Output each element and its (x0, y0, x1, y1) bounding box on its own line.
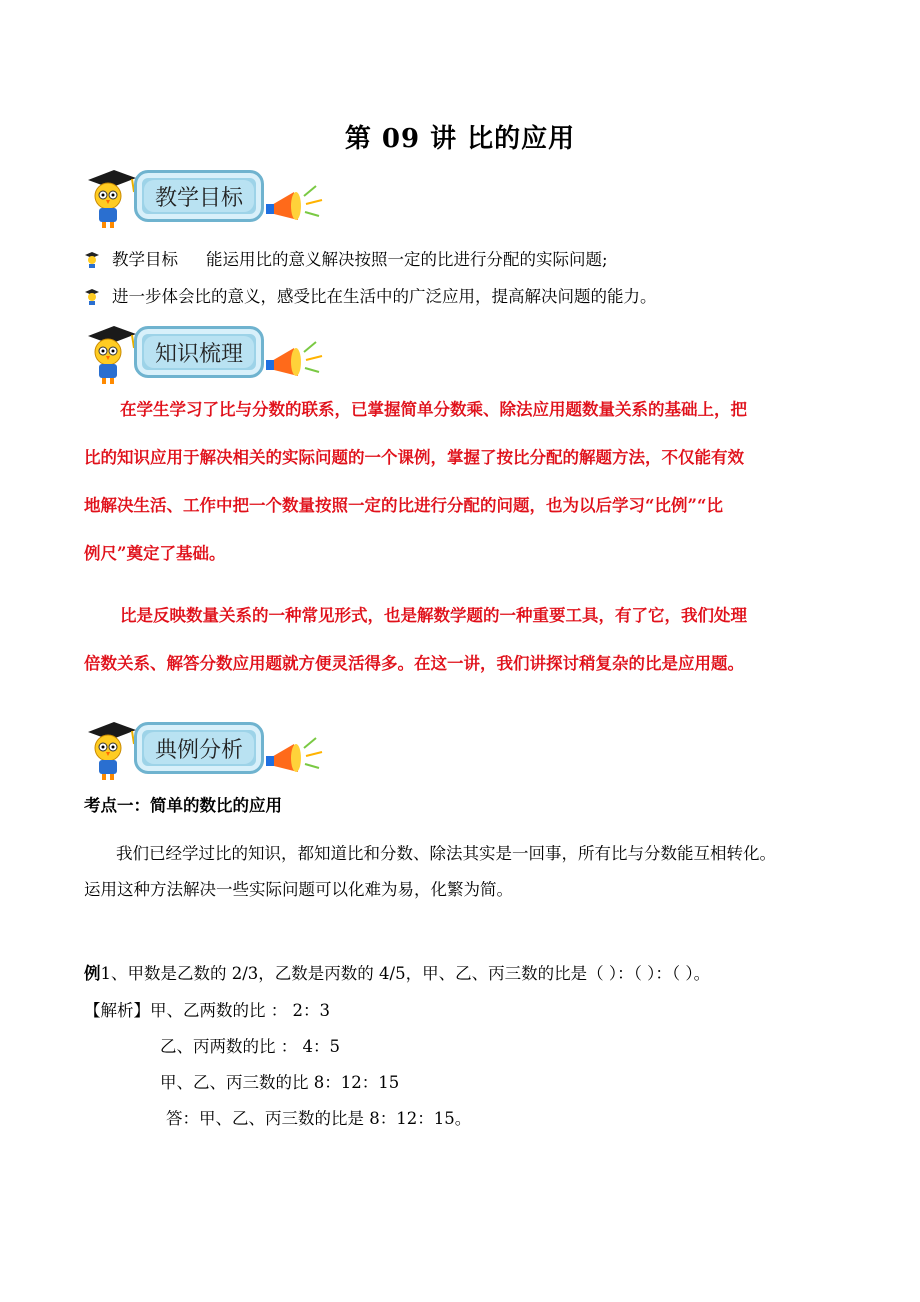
megaphone-icon (264, 182, 324, 228)
intro-line-1: 我们已经学过比的知识，都知道比和分数、除法其实是一回事，所有比与分数能互相转化。 (116, 844, 776, 863)
kaodian-heading: 考点一：简单的数比的应用 (84, 796, 282, 815)
bullet-mascot-icon (84, 288, 100, 306)
mascot-icon (84, 322, 136, 386)
mascot-icon (84, 166, 136, 230)
example-text: 1、甲数是乙数的 2/3，乙数是丙数的 4/5，甲、乙、丙三数的比是（ ）：（ ）：（ ）。 (100, 964, 711, 983)
section-badge-label: 典例分析 (144, 732, 254, 764)
goal-line-1 (84, 248, 608, 272)
knowledge-line: 倍数关系、解答分数应用题就方便灵活得多。在这一讲，我们讲探讨稍复杂的比是应用题。 (84, 654, 744, 673)
bullet-mascot-icon (84, 251, 100, 269)
section-badge-label: 知识梳理 (144, 336, 254, 368)
section-header-knowledge (84, 322, 344, 386)
section-badge (134, 722, 264, 774)
example-1 (84, 960, 710, 984)
knowledge-paragraph-1 (84, 386, 836, 578)
goal-line-2 (84, 285, 657, 309)
mascot-icon (84, 718, 136, 782)
knowledge-line: 在学生学习了比与分数的联系，已掌握简单分数乘、除法应用题数量关系的基础上，把 (120, 400, 747, 419)
goal-text-1: 能运用比的意义解决按照一定的比进行分配的实际问题; (206, 250, 608, 269)
knowledge-line: 地解决生活、工作中把一个数量按照一定的比进行分配的问题，也为以后学习“比例”“比 (84, 496, 723, 515)
section-header-goals (84, 166, 344, 230)
knowledge-line: 比的知识应用于解决相关的实际问题的一个课例，掌握了按比分配的解题方法，不仅能有效 (84, 448, 744, 467)
analysis-label: 【解析】 (84, 1001, 150, 1020)
knowledge-paragraph-2 (84, 592, 836, 688)
analysis-text: 甲、乙两数的比 ： 2：3 (150, 1001, 330, 1020)
megaphone-icon (264, 734, 324, 780)
goal-text-2: 进一步体会比的意义，感受比在生活中的广泛应用，提高解决问题的能力。 (112, 287, 657, 306)
analysis-line-1 (84, 997, 330, 1021)
answer-line: 答：甲、乙、丙三数的比是 8：12：15。 (166, 1109, 472, 1128)
page-title: 第 09 讲 比的应用 (344, 124, 576, 154)
section-badge (134, 170, 264, 222)
analysis-line-3: 甲、乙、丙三数的比 8：12：15 (160, 1073, 400, 1092)
intro-line-2: 运用这种方法解决一些实际问题可以化难为易，化繁为简。 (84, 880, 513, 899)
goal-label: 教学目标 (112, 250, 178, 269)
megaphone-icon (264, 338, 324, 384)
analysis-line-2: 乙、丙两数的比 ： 4：5 (160, 1037, 340, 1056)
knowledge-line: 例尺”奠定了基础。 (84, 544, 226, 563)
section-badge (134, 326, 264, 378)
section-badge-label: 教学目标 (144, 180, 254, 212)
example-label: 例 (84, 964, 101, 983)
knowledge-line: 比是反映数量关系的一种常见形式，也是解数学题的一种重要工具，有了它，我们处理 (120, 606, 747, 625)
section-header-examples (84, 718, 344, 782)
